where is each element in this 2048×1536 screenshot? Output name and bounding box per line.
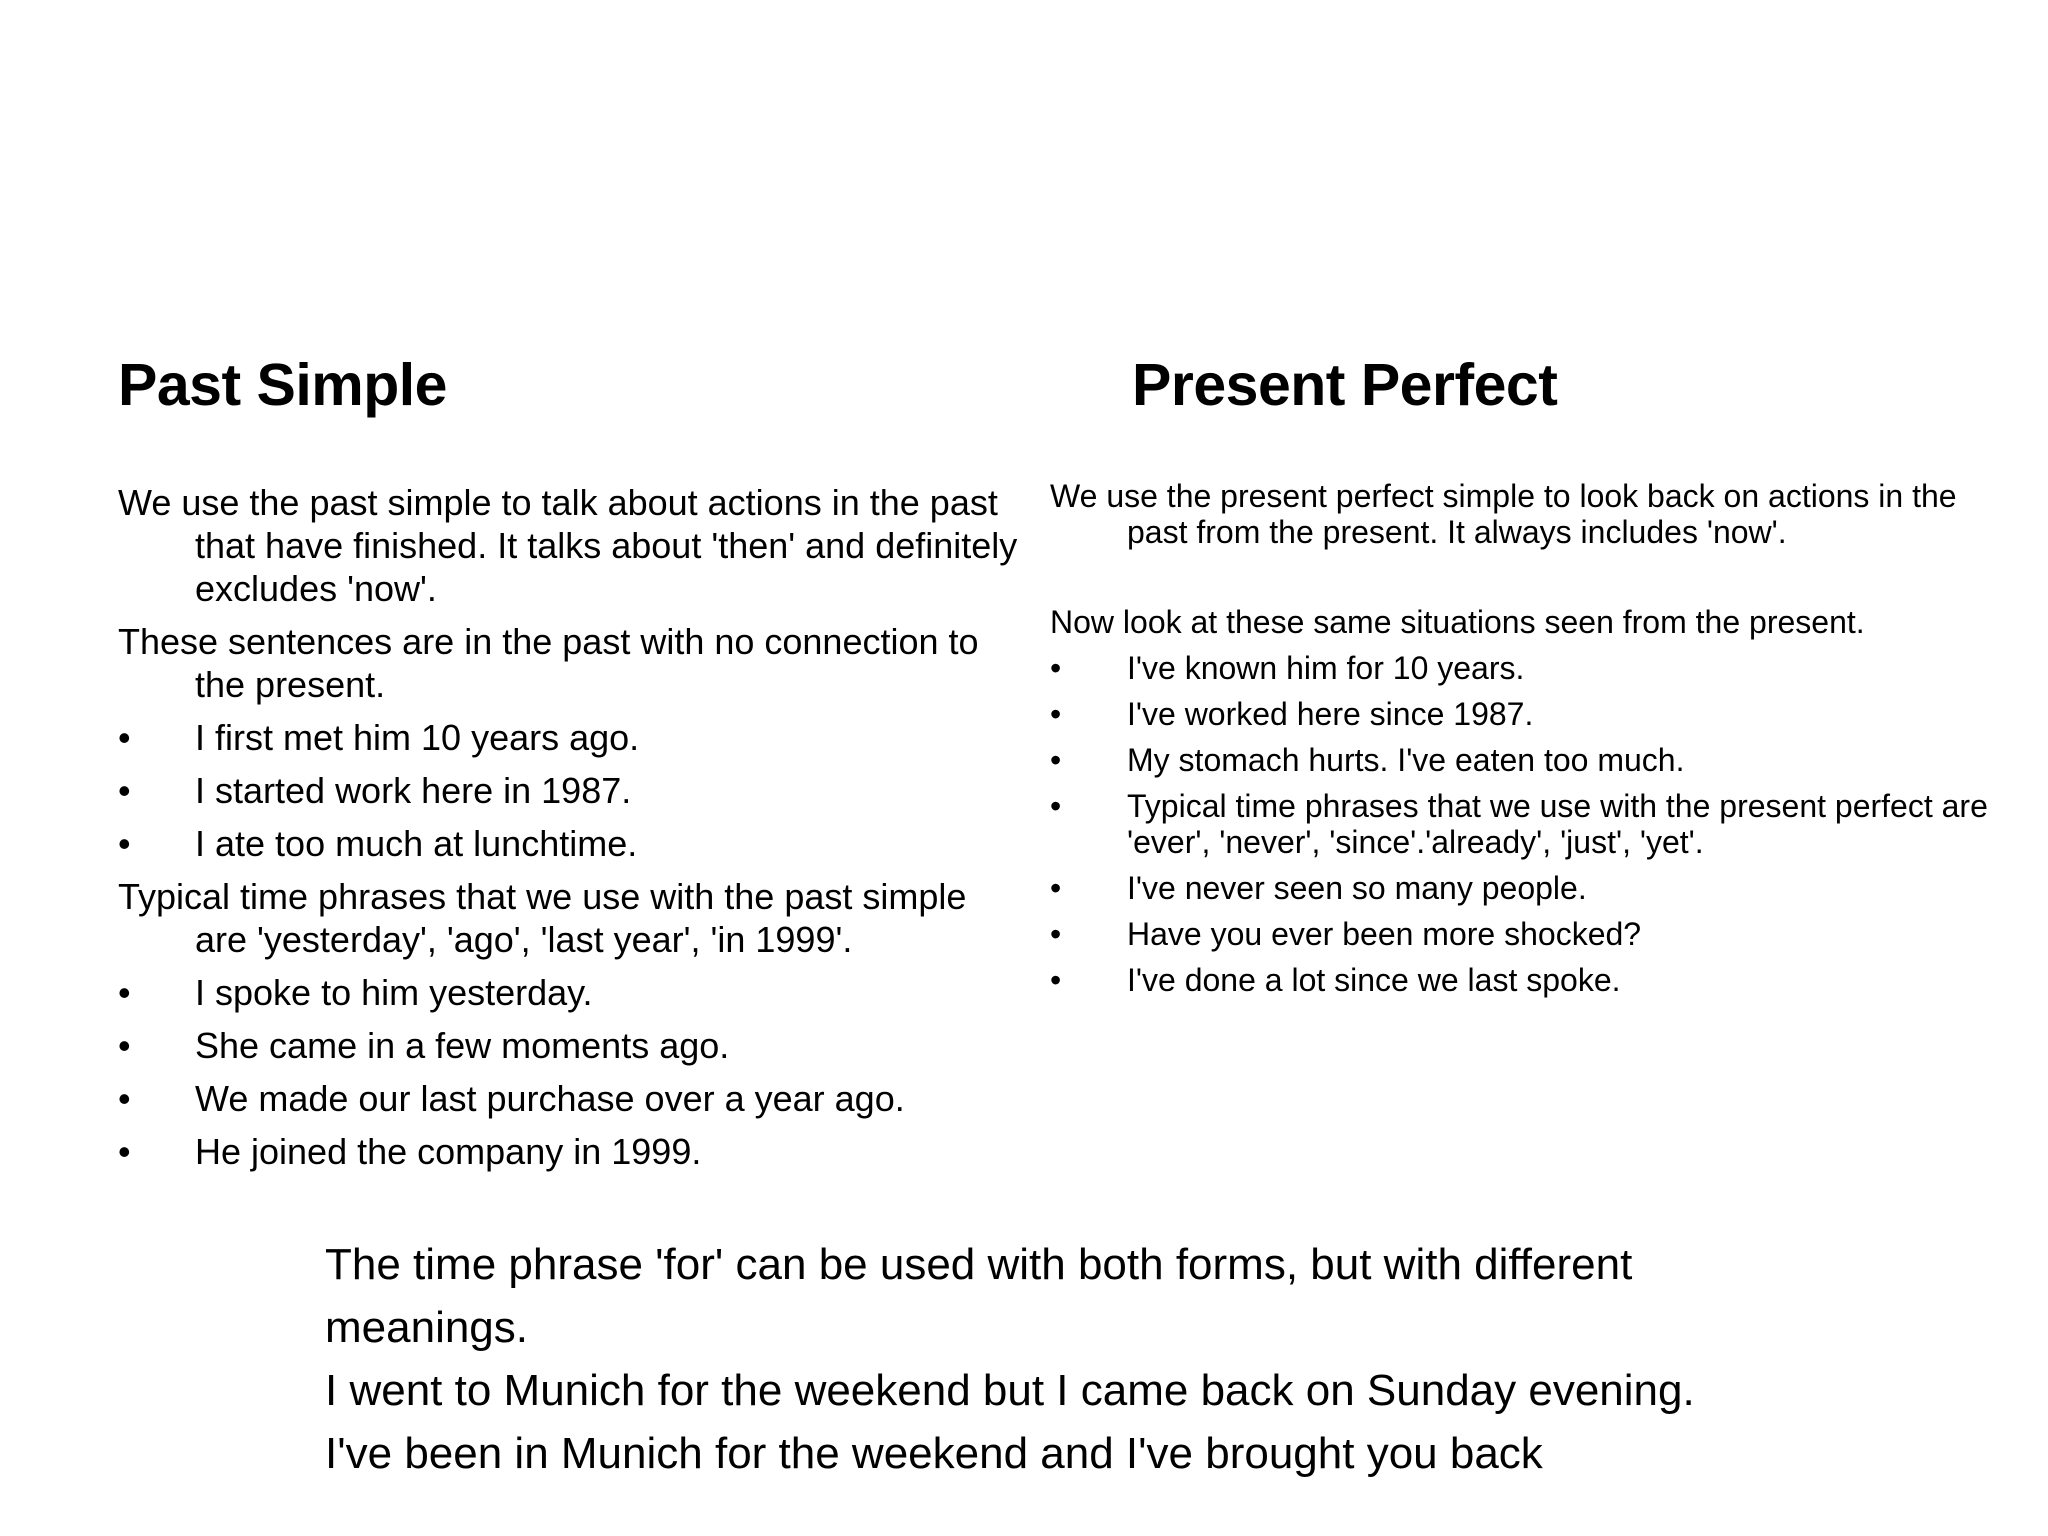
list-item [1050, 650, 2000, 686]
list-item [118, 971, 1018, 1014]
bullet-icon: • [118, 1131, 131, 1172]
present-perfect-column [1050, 478, 2000, 1008]
list-item [118, 1130, 1018, 1173]
bullet-icon: • [1050, 962, 1062, 998]
list-item-text: I ate too much at lunchtime. [195, 823, 638, 864]
bullet-icon: • [118, 972, 131, 1013]
list-item-text: I first met him 10 years ago. [195, 717, 640, 758]
bottom-note-line: I've been in Munich for the weekend and I've brought you back [325, 1429, 1543, 1478]
bullet-icon: • [1050, 870, 1062, 906]
bullet-icon: • [1050, 696, 1062, 732]
list-item [1050, 788, 2000, 860]
list-item [118, 822, 1018, 865]
list-item-text: Typical time phrases that we use with the present perfect are 'ever', 'never', 'since'.'already', 'just', 'yet'. [1127, 788, 1988, 860]
list-item-text: I spoke to him yesterday. [195, 972, 593, 1013]
past-simple-intro: We use the past simple to talk about actions in the past that have finished. It talks about 'then' and definitely excludes 'now'. [118, 482, 1018, 609]
list-item-text: I've known him for 10 years. [1127, 650, 1525, 686]
present-perfect-situations-note: Now look at these same situations seen from the present. [1050, 604, 1865, 640]
list-item-text: My stomach hurts. I've eaten too much. [1127, 742, 1685, 778]
bottom-note-line: I went to Munich for the weekend but I came back on Sunday evening. [325, 1366, 1695, 1415]
list-item-text: I started work here in 1987. [195, 770, 632, 811]
past-simple-column [118, 481, 1018, 1183]
past-simple-heading: Past Simple [118, 352, 447, 418]
list-item [1050, 962, 2000, 998]
list-item-text: I've worked here since 1987. [1127, 696, 1534, 732]
bullet-icon: • [118, 770, 131, 811]
present-perfect-heading: Present Perfect [1132, 352, 1558, 418]
bullet-icon: • [1050, 742, 1062, 778]
bullet-icon: • [118, 1025, 131, 1066]
bullet-icon: • [118, 823, 131, 864]
bullet-icon: • [1050, 788, 1062, 824]
bullet-icon: • [1050, 916, 1062, 952]
list-item [118, 769, 1018, 812]
list-item-text: I've done a lot since we last spoke. [1127, 962, 1621, 998]
list-item-text: He joined the company in 1999. [195, 1131, 702, 1172]
bullet-icon: • [118, 717, 131, 758]
list-item [1050, 742, 2000, 778]
present-perfect-intro: We use the present perfect simple to look back on actions in the past from the present. It always includes 'now'. [1050, 478, 1957, 550]
list-item [1050, 870, 2000, 906]
bullet-icon: • [118, 1078, 131, 1119]
list-item [1050, 696, 2000, 732]
list-item [118, 1077, 1018, 1120]
list-item-text: I've never seen so many people. [1127, 870, 1587, 906]
bullet-icon: • [1050, 650, 1062, 686]
bottom-note-line: The time phrase 'for' can be used with both forms, but with different meanings. [325, 1240, 1633, 1352]
list-item [118, 716, 1018, 759]
list-item [1050, 916, 2000, 952]
list-item-text: Have you ever been more shocked? [1127, 916, 1642, 952]
list-item-text: We made our last purchase over a year ago. [195, 1078, 905, 1119]
past-simple-sentences-note: These sentences are in the past with no connection to the present. [118, 621, 979, 705]
bottom-note [325, 1233, 1705, 1485]
list-item-text: She came in a few moments ago. [195, 1025, 730, 1066]
list-item [118, 1024, 1018, 1067]
past-simple-phrases-note: Typical time phrases that we use with the past simple are 'yesterday', 'ago', 'last year', 'in 1999'. [118, 876, 967, 960]
